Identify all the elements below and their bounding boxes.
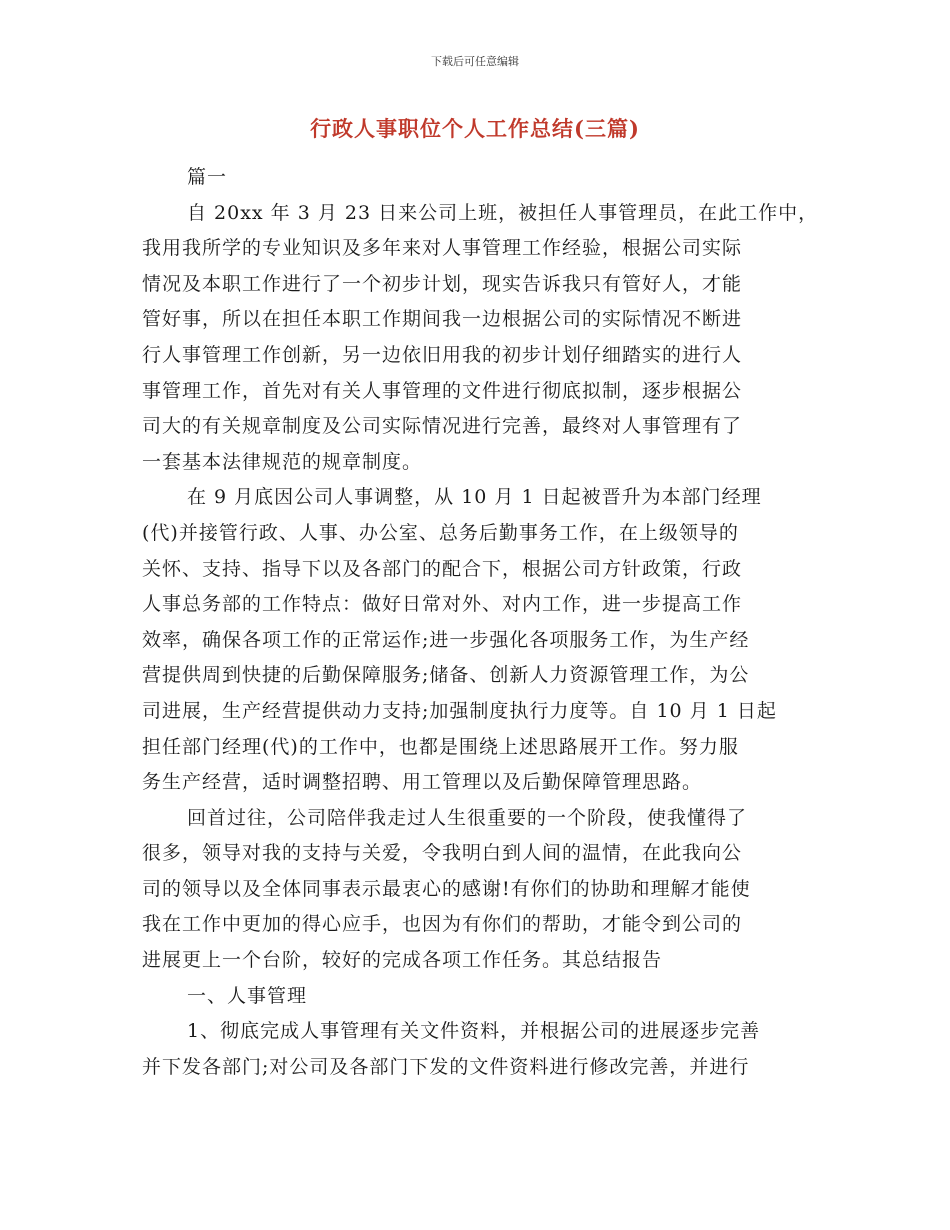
body-line: 效率，确保各项工作的正常运作;进一步强化各项服务工作，为生产经	[142, 628, 750, 651]
body-line: 进展更上一个台阶，较好的完成各项工作任务。其总结报告	[142, 949, 663, 972]
body-line: 营提供周到快捷的后勤保障服务;储备、创新人力资源管理工作，为公	[142, 664, 750, 687]
body-line: 司的领导以及全体同事表示最衷心的感谢!有你们的协助和理解才能使	[142, 877, 751, 900]
body-line: (代)并接管行政、人事、办公室、总务后勤事务工作，在上级领导的	[142, 521, 739, 544]
body-line: 司进展，生产经营提供动力支持;加强制度执行力度等。自 10 月 1 日起	[142, 699, 777, 722]
header-note: 下载后可任意编辑	[431, 55, 519, 68]
body-line: 在 9 月底因公司人事调整，从 10 月 1 日起被晋升为本部门经理	[187, 486, 762, 509]
body-line: 担任部门经理(代)的工作中，也都是围绕上述思路展开工作。努力服	[142, 735, 739, 758]
document-title: 行政人事职位个人工作总结(三篇)	[310, 116, 640, 141]
body-line: 很多，领导对我的支持与关爱，令我明白到人间的温情，在此我向公	[142, 842, 743, 865]
body-line: 事管理工作，首先对有关人事管理的文件进行彻底拟制，逐步根据公	[142, 379, 743, 402]
body-line: 管好事，所以在担任本职工作期间我一边根据公司的实际情况不断进	[142, 308, 743, 331]
body-line: 务生产经营，适时调整招聘、用工管理以及后勤保障管理思路。	[142, 771, 703, 794]
body-line: 我在工作中更加的得心应手，也因为有你们的帮助，才能令到公司的	[142, 913, 743, 936]
body-line: 并下发各部门;对公司及各部门下发的文件资料进行修改完善，并进行	[142, 1055, 750, 1078]
body-line: 回首过往，公司陪伴我走过人生很重要的一个阶段，使我懂得了	[187, 806, 748, 829]
body-line: 司大的有关规章制度及公司实际情况进行完善，最终对人事管理有了	[142, 415, 743, 438]
body-line: 我用我所学的专业知识及多年来对人事管理工作经验，根据公司实际	[142, 237, 743, 260]
body-line: 自 20xx 年 3 月 23 日来公司上班，被担任人事管理员，在此工作中，	[187, 201, 819, 224]
body-line: 一套基本法律规范的规章制度。	[142, 450, 423, 473]
body-line: 人事总务部的工作特点：做好日常对外、对内工作，进一步提高工作	[142, 593, 743, 616]
document-body	[142, 160, 822, 1085]
body-line: 篇一	[187, 166, 228, 188]
body-line: 1、彻底完成人事管理有关文件资料，并根据公司的进展逐步完善	[187, 1020, 761, 1043]
body-line: 关怀、支持、指导下以及各部门的配合下，根据公司方针政策，行政	[142, 557, 743, 580]
body-line: 一、人事管理	[187, 984, 308, 1007]
body-line: 情况及本职工作进行了一个初步计划，现实告诉我只有管好人，才能	[142, 272, 743, 295]
body-line: 行人事管理工作创新，另一边依旧用我的初步计划仔细踏实的进行人	[142, 343, 743, 366]
